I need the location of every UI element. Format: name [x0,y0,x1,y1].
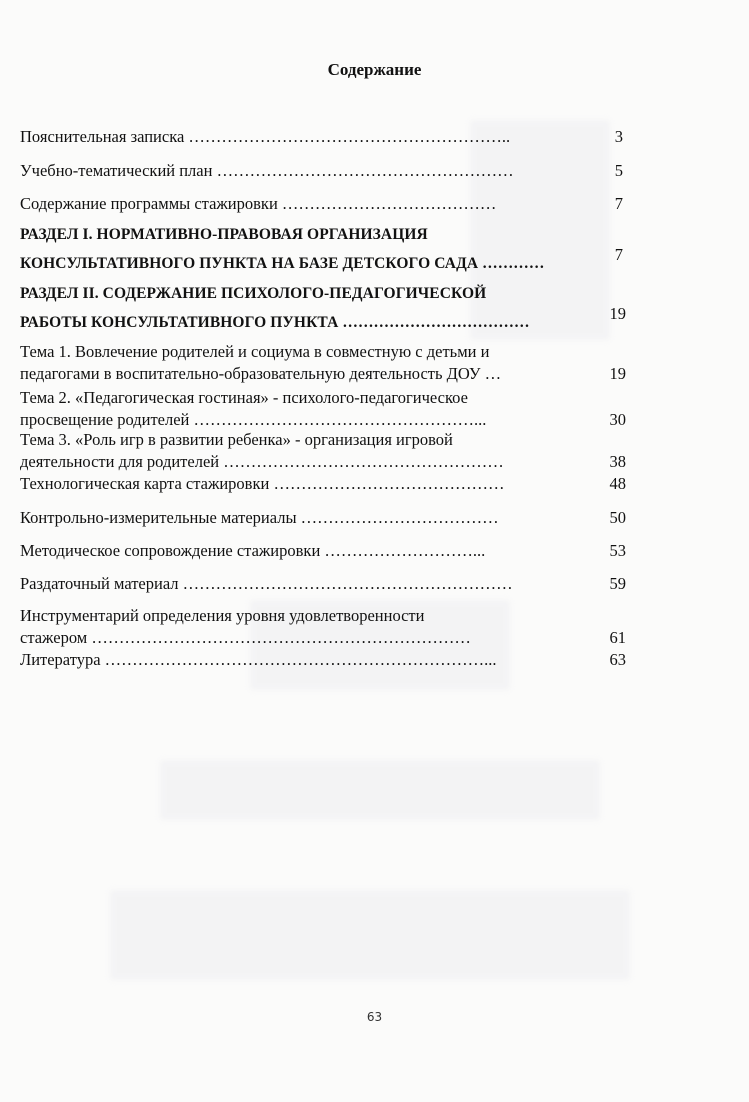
page-title: Содержание [327,60,422,79]
toc-entry-text: стажером …………………………………………………………… [20,628,471,647]
toc-page-number: 53 [609,541,626,560]
toc-entry-text: Тема 3. «Роль игр в развитии ребенка» - организация игровой [20,430,453,449]
toc-page-number: 48 [609,474,626,493]
toc-entry-text: РАЗДЕЛ I. НОРМАТИВНО-ПРАВОВАЯ ОРГАНИЗАЦИЯ [20,226,428,243]
toc-entry-text: Методическое сопровождение стажировки ………………………... [20,541,486,560]
toc-entry-text: РАБОТЫ КОНСУЛЬТАТИВНОГО ПУНКТА ……………………………… [20,314,530,331]
bleed-through-block [110,890,630,980]
toc-entry-text: Литература ……………………………………………………………... [20,650,497,669]
footer-page-number: 63 [366,1010,383,1024]
toc-entry-text: Раздаточный материал …………………………………………………… [20,574,513,593]
toc-page-number: 50 [609,508,626,527]
toc-page-number: 19 [609,364,626,383]
toc-entry-text: деятельности для родителей …………………………………………… [20,452,504,471]
toc-entry-text: КОНСУЛЬТАТИВНОГО ПУНКТА НА БАЗЕ ДЕТСКОГО САДА ………… [20,255,545,272]
toc-entry-text: педагогами в воспитательно-образовательную деятельность ДОУ … [20,364,502,383]
toc-entry-text: Тема 2. «Педагогическая гостиная» - психолого-педагогическое [20,388,468,407]
toc-page-number: 7 [614,194,623,213]
toc-entry-text: Тема 1. Вовлечение родителей и социума в совместную с детьми и [20,342,490,361]
toc-entry-text: РАЗДЕЛ II. СОДЕРЖАНИЕ ПСИХОЛОГО-ПЕДАГОГИЧЕСКОЙ [20,285,487,302]
toc-entry-text: Контрольно-измерительные материалы ……………………………… [20,508,499,527]
toc-entry-text: Инструментарий определения уровня удовлетворенности [20,606,425,625]
toc-page-number: 63 [609,650,626,669]
toc-entry-text: просвещение родителей ……………………………………………... [20,410,487,429]
toc-page-number: 3 [614,127,623,146]
toc-page-number: 5 [614,161,623,180]
toc-entry-text: Технологическая карта стажировки …………………………………… [20,474,505,493]
toc-page-number: 30 [609,410,626,429]
toc-entry-text: Содержание программы стажировки ………………………………… [20,194,497,213]
toc-page-number: 38 [609,452,626,471]
bleed-through-block [160,760,600,820]
toc-page-number: 61 [609,628,626,647]
toc-entry-text: Учебно-тематический план ……………………………………………… [20,161,514,180]
toc-page-number: 7 [614,245,623,264]
toc-page-number: 19 [609,304,626,323]
toc-entry-text: Пояснительная записка ………………………………………………….. [20,127,511,146]
toc-page-number: 59 [609,574,626,593]
